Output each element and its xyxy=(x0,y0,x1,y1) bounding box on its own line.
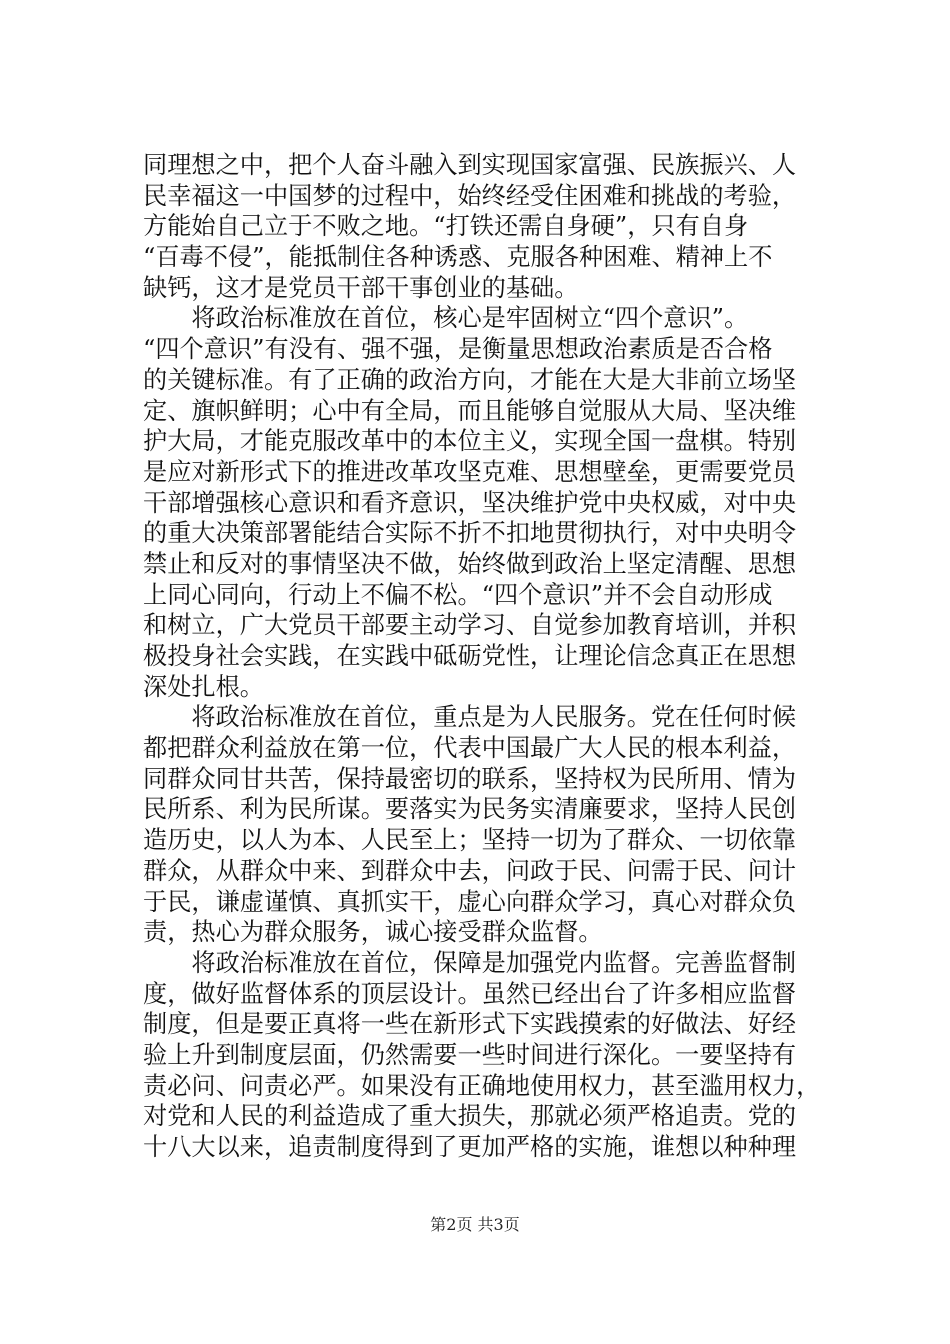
text-line: 造历史，以人为本、人民至上；坚持一切为了群众、一切依靠 xyxy=(143,826,797,855)
text-line: 是应对新形式下的推进改革攻坚克难、思想壁垒，更需要党员 xyxy=(143,457,797,486)
text-line: 深处扎根。 xyxy=(143,672,264,701)
text-line: 民所系、利为民所谋。要落实为民务实清廉要求，坚持人民创 xyxy=(143,795,797,824)
text-line: 护大局，才能克服改革中的本位主义，实现全国一盘棋。特别 xyxy=(143,427,797,456)
text-line: 将政治标准放在首位，保障是加强党内监督。完善监督制 xyxy=(143,948,797,977)
text-line: 和树立，广大党员干部要主动学习、自觉参加教育培训，并积 xyxy=(143,611,797,640)
text-line: 干部增强核心意识和看齐意识，坚决维护党中央权威，对中央 xyxy=(143,488,797,517)
text-line: 对党和人民的利益造成了重大损失，那就必须严格追责。党的 xyxy=(143,1102,797,1131)
text-line: 方能始自己立于不败之地。“打铁还需自身硬”，只有自身 xyxy=(143,212,749,241)
text-line: 上同心同向，行动上不偏不松。“四个意识”并不会自动形成 xyxy=(143,580,773,609)
text-line: “四个意识”有没有、强不强，是衡量思想政治素质是否合格 xyxy=(143,335,773,364)
page-number-footer: 第2页 共3页 xyxy=(430,1215,520,1234)
text-line: 都把群众利益放在第一位，代表中国最广大人民的根本利益， xyxy=(143,734,797,763)
text-line: 禁止和反对的事情坚决不做，始终做到政治上坚定清醒、思想 xyxy=(143,549,797,578)
text-line: 于民，谦虚谨慎、真抓实干，虚心向群众学习，真心对群众负 xyxy=(143,887,797,916)
document-body xyxy=(143,150,843,1163)
text-line: “百毒不侵”，能抵制住各种诱惑、克服各种困难、精神上不 xyxy=(143,243,773,272)
text-line: 同理想之中，把个人奋斗融入到实现国家富强、民族振兴、人 xyxy=(143,151,797,179)
text-line: 度，做好监督体系的顶层设计。虽然已经出台了许多相应监督 xyxy=(143,979,797,1008)
text-line: 民幸福这一中国梦的过程中，始终经受住困难和挑战的考验， xyxy=(143,181,797,210)
text-line: 定、旗帜鲜明；心中有全局，而且能够自觉服从大局、坚决维 xyxy=(143,396,797,425)
text-line: 将政治标准放在首位，重点是为人民服务。党在任何时候 xyxy=(143,703,797,732)
text-line: 缺钙，这才是党员干部干事创业的基础。 xyxy=(143,273,579,302)
text-line: 制度，但是要正真将一些在新形式下实践摸索的好做法、好经 xyxy=(143,1010,797,1039)
text-line: 责必问、问责必严。如果没有正确地使用权力，甚至滥用权力， xyxy=(143,1071,821,1100)
text-line: 的关键标准。有了正确的政治方向，才能在大是大非前立场坚 xyxy=(143,365,797,394)
text-line: 十八大以来，追责制度得到了更加严格的实施，谁想以种种理 xyxy=(143,1133,797,1161)
text-line: 同群众同甘共苦，保持最密切的联系，坚持权为民所用、情为 xyxy=(143,764,797,793)
text-line: 将政治标准放在首位，核心是牢固树立“四个意识”。 xyxy=(143,304,749,333)
text-line: 责，热心为群众服务，诚心接受群众监督。 xyxy=(143,918,603,947)
text-line: 极投身社会实践，在实践中砥砺党性，让理论信念真正在思想 xyxy=(143,642,797,670)
text-line: 的重大决策部署能结合实际不折不扣地贯彻执行，对中央明令 xyxy=(143,519,797,548)
text-line: 群众，从群众中来、到群众中去，问政于民、问需于民、问计 xyxy=(143,856,797,885)
text-line: 验上升到制度层面，仍然需要一些时间进行深化。一要坚持有 xyxy=(143,1040,797,1069)
